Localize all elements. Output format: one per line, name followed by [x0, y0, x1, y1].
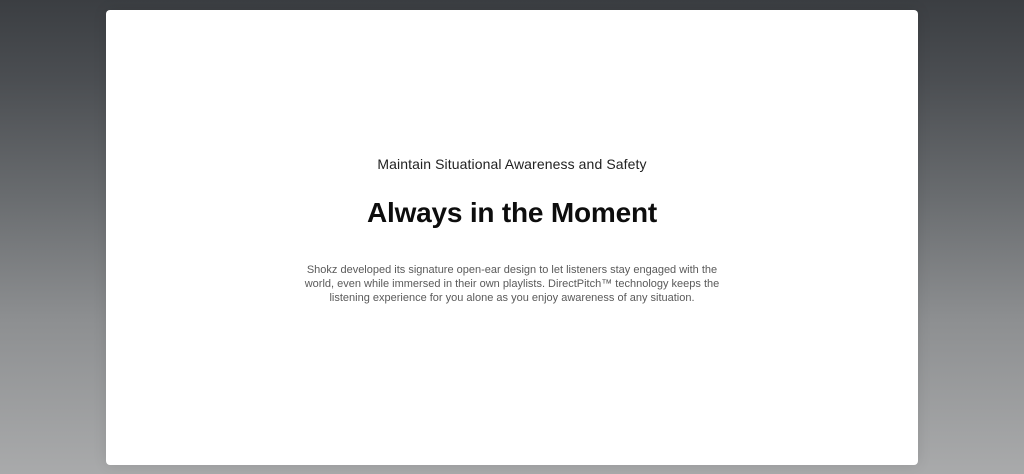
section-description: Shokz developed its signature open-ear design to let listeners stay engaged with the world, even while immersed in their own playlists. DirectPitch™ technology keeps the listening experience for you alone as you enjoy awareness of any situation. [304, 264, 720, 305]
hero-card [106, 10, 918, 465]
section-eyebrow: Maintain Situational Awareness and Safety [377, 156, 647, 172]
section-headline: Always in the Moment [366, 197, 658, 228]
